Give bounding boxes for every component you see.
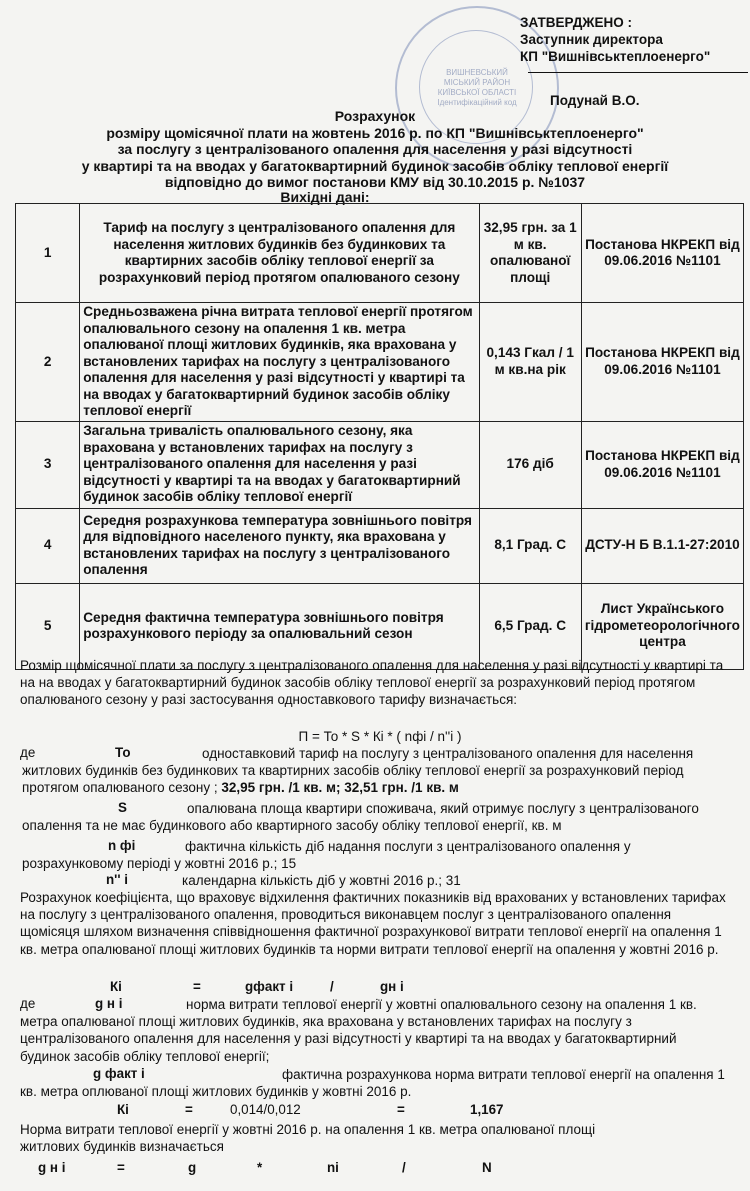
- formula3-eq: =: [185, 1102, 193, 1117]
- symbol-s: S: [118, 800, 127, 815]
- row-number: 5: [16, 583, 80, 669]
- formula3-ki: Кі: [117, 1102, 129, 1117]
- formula4-mul: *: [257, 1160, 263, 1175]
- formula2-gn: gн і: [380, 979, 404, 994]
- row-description: Средньозважена річна витрата теплової енергії протягом опалювального сезону на опалення 1 кв. метра опалюваної площі житлових будинків, яка врахована у встановлених тарифах на послугу з централізованого опалення для населення у разі відсутності у квартирі та на вводах у багатоквартирний будинок засобів обліку теплової енергії: [80, 303, 479, 422]
- formula4-gn: g н і: [38, 1160, 66, 1175]
- row-number: 4: [16, 508, 80, 583]
- coefficient-paragraph: Розрахунок коефіцієнта, що враховує відхилення фактичних показників від врахованих у встановлених тарифах на послугу з централізованого опалення, проводиться виконавцем послуг з централізованого опалення щомісяця шляхом визначення співвідношення фактичної розрахункової витрати теплової енергії на опалення 1 кв. метра опалюваної площі житлових будинків та норми витрати теплової енергії на опалення у жовтні 2016 р.: [20, 890, 726, 957]
- to-text: одноставковий тариф на послугу з централізованого опалення для населення житлових будинків без будинкових та квартирних засобів обліку теплової енергії за розрахунковий період протягом опалюваного сезону ;: [22, 746, 694, 796]
- row-description: Загальна тривалість опалювального сезону, яка врахована у встановлених тарифах на послугу з централізованого опалення для населення у разі відсутності у квартирі та на вводах у багатоквартирний будинок засобів обліку теплової енергії: [80, 421, 479, 508]
- source-data-label: Вихідні дані:: [280, 189, 370, 205]
- formula2-ki: Кі: [110, 979, 122, 994]
- seal-text: ВИШНЕВСЬКИЙ МІСЬКИЙ РАЙОН КИЇВСЬКОЇ ОБЛАСТІ Ідентифікаційний код: [437, 68, 517, 107]
- signature-line: [528, 72, 748, 73]
- table-row: [16, 421, 744, 508]
- formula2-div: /: [330, 979, 334, 994]
- row-value: 8,1 Град. С: [479, 508, 581, 583]
- de-label-2: де: [20, 996, 36, 1011]
- to-definition: [22, 745, 712, 797]
- s-definition: опалювана площа квартири споживача, який отримує послугу з централізованого опалення та не має будинкового або квартирного засобу обліку теплової енергії, кв. м: [22, 801, 699, 834]
- row-document: ДСТУ-Н Б В.1.1-27:2010: [581, 508, 743, 583]
- formula4-eq: =: [117, 1160, 125, 1175]
- source-data-table: [15, 203, 744, 670]
- formula4-ni: nі: [327, 1160, 339, 1175]
- intro-paragraph: Розмір щомісячної плати за послугу з централізованого опалення для населення у разі відсутності у квартирі та на на вводах у багатоквартирний будинок засобів обліку теплової енергії за розрахунковий період протягом опалюваного сезону у разі застосування одноставкового тарифу визначається:: [20, 658, 724, 708]
- heading-line-2: розміру щомісячної плати на жовтень 2016 р. по КП "Вишнівськтеплоенерго": [106, 124, 644, 141]
- symbol-nf: n фі: [108, 838, 136, 853]
- symbol-nk: n'' і: [106, 872, 128, 887]
- document-heading: [0, 108, 750, 191]
- row-document: Лист Українського гідрометеорологічного центра: [581, 583, 743, 669]
- to-value: 32,95 грн. /1 кв. м; 32,51 грн. /1 кв. м: [221, 780, 459, 796]
- formula2-eq: =: [193, 979, 201, 994]
- formula3-eq2: =: [397, 1102, 405, 1117]
- table-row: [16, 303, 744, 422]
- row-number: 2: [16, 303, 80, 422]
- formula4-div: /: [402, 1160, 406, 1175]
- approval-position: Заступник директора: [520, 32, 663, 47]
- norm-paragraph: Норма витрати теплової енергії у жовтні 2016 р. на опалення 1 кв. метра опалюваної площі житлових будинків визначається: [20, 1122, 596, 1155]
- formula4-n: N: [482, 1160, 492, 1175]
- row-value: 32,95 грн. за 1 м кв. опалюваної площі: [479, 204, 581, 303]
- nf-definition: фактична кількість діб надання послуги з централізованого опалення у розрахунковому періоді у жовтні 2016 р.; 15: [22, 839, 631, 872]
- heading-line-3: за послугу з централізованого опалення для населення у разі відсутності: [117, 141, 633, 157]
- heading-title: Розрахунок: [334, 108, 416, 124]
- approval-block: [520, 14, 711, 108]
- symbol-to: То: [115, 745, 131, 760]
- heading-line-4: у квартирі та на вводах у багатоквартирний будинок засобів обліку теплової енергії: [81, 157, 669, 174]
- symbol-gn: g н і: [95, 996, 123, 1011]
- formula3-result: 1,167: [470, 1102, 504, 1117]
- row-value: 176 діб: [479, 421, 581, 508]
- gfact-definition: фактична розрахункова норма витрати теплової енергії на опалення 1 кв. метра оплюваної площі житлових будинків у жовтні 2016 р.: [20, 1067, 725, 1100]
- approval-company: КП "Вишнівськтеплоенерго": [520, 49, 711, 64]
- row-description: Середня фактична температура зовнішнього повітря розрахункового періоду за опалювальний сезон: [80, 583, 479, 669]
- row-description: Середня розрахункова температура зовнішнього повітря для відповідного населеного пункту, яка врахована у встановлених тарифах на послугу з централізованого опалення: [80, 508, 479, 583]
- heading-line-5: відповідно до вимог постанови КМУ від 30.10.2015 р. №1037: [164, 174, 586, 190]
- de-label: де: [20, 745, 36, 760]
- row-document: Постанова НКРЕКП від 09.06.2016 №1101: [581, 204, 743, 303]
- table-row: [16, 508, 744, 583]
- gn-definition: норма витрати теплової енергії у жовтні опалювального сезону на опалення 1 кв. метра опалюваної площі житлових будинків, яка врахована у встановлених тарифах на послугу з централізованого опалення для населення у разі відсутності у квартирі та на вводах у багатоквартирний будинок засобів обліку теплової енергії;: [20, 997, 697, 1064]
- approval-signer: Подунай В.О.: [550, 93, 640, 108]
- nk-definition: календарна кількість діб у жовтні 2016 р.; 31: [182, 873, 461, 888]
- formula3-expr: 0,014/0,012: [230, 1102, 301, 1117]
- row-document: Постанова НКРЕКП від 09.06.2016 №1101: [581, 303, 743, 422]
- main-formula: П = То * S * Кі * ( nфі / n''і ): [298, 729, 462, 744]
- formula4-g: g: [188, 1160, 197, 1175]
- row-number: 3: [16, 421, 80, 508]
- row-value: 6,5 Град. С: [479, 583, 581, 669]
- row-value: 0,143 Гкал / 1 м кв.на рік: [479, 303, 581, 422]
- row-number: 1: [16, 204, 80, 303]
- row-document: Постанова НКРЕКП від 09.06.2016 №1101: [581, 421, 743, 508]
- row-description: Тариф на послугу з централізованого опалення для населення житлових будинків без будинкових та квартирних засобів обліку теплової енергії за розрахунковий період протягом опалюваного сезону: [80, 204, 479, 303]
- table-row: [16, 204, 744, 303]
- formula2-gfact: gфакт і: [245, 979, 294, 994]
- symbol-gfact: g факт і: [93, 1066, 145, 1081]
- approval-title: ЗАТВЕРДЖЕНО :: [520, 15, 633, 30]
